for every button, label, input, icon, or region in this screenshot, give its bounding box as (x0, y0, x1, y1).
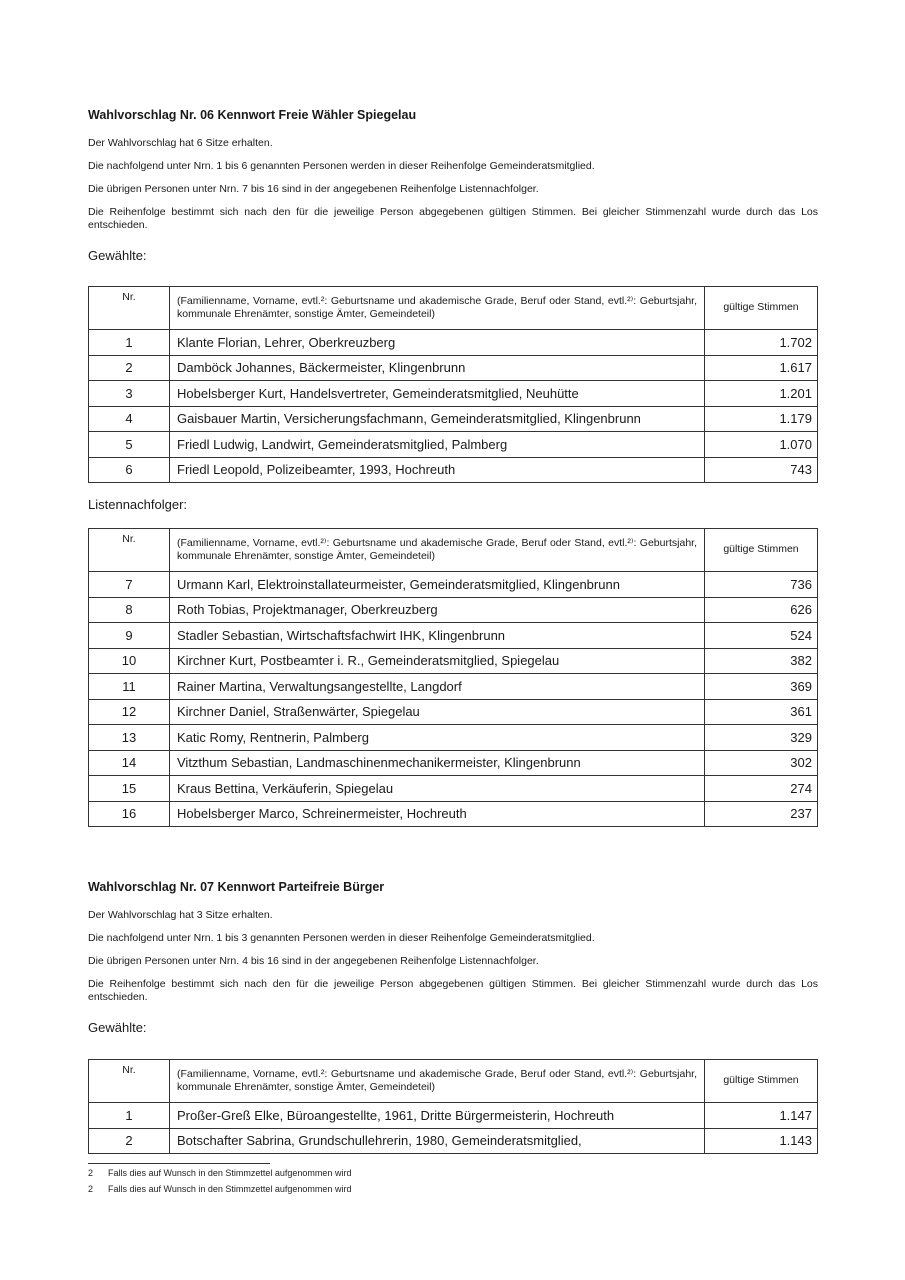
table-row (89, 381, 818, 407)
table-header (89, 1060, 818, 1103)
col-nr: Nr. (89, 529, 170, 572)
row-nr: 16 (89, 801, 170, 827)
row-nr: 9 (89, 623, 170, 649)
elected-table (88, 1059, 818, 1154)
table-row (89, 725, 818, 751)
row-stimmen: 524 (705, 623, 818, 649)
row-name: Roth Tobias, Projektmanager, Oberkreuzberg (170, 597, 705, 623)
elected-table (88, 286, 818, 483)
successor-range-text: Die übrigen Personen unter Nrn. 7 bis 16 sind in der angegebenen Reihenfolge Listennachfolger. (88, 183, 539, 195)
row-name: Kirchner Kurt, Postbeamter i. R., Gemeinderatsmitglied, Spiegelau (170, 648, 705, 674)
seats-text: Der Wahlvorschlag hat 3 Sitze erhalten. (88, 909, 273, 921)
row-nr: 12 (89, 699, 170, 725)
row-nr: 1 (89, 1103, 170, 1129)
row-nr: 8 (89, 597, 170, 623)
footnote (88, 1168, 351, 1178)
table-row (89, 801, 818, 827)
table-row (89, 572, 818, 598)
section-06-successor-table-wrap (88, 528, 818, 827)
row-name: Rainer Martina, Verwaltungsangestellte, Langdorf (170, 674, 705, 700)
table-header (89, 529, 818, 572)
gewaehlte-label: Gewählte: (88, 248, 147, 263)
row-nr: 15 (89, 776, 170, 802)
row-name: Friedl Leopold, Polizeibeamter, 1993, Hochreuth (170, 457, 705, 483)
table-row (89, 699, 818, 725)
row-nr: 7 (89, 572, 170, 598)
row-name: Friedl Ludwig, Landwirt, Gemeinderatsmitglied, Palmberg (170, 432, 705, 458)
row-nr: 5 (89, 432, 170, 458)
row-stimmen: 1.702 (705, 330, 818, 356)
col-description: (Familienname, Vorname, evtl.²⁾: Geburtsname und akademische Grade, Beruf oder Stand, evtl.²⁾: Geburtsjahr, kommunale Ehrenämter, sonstige Ämter, Gemeindeteil) (170, 529, 705, 572)
table-row (89, 623, 818, 649)
row-name: Gaisbauer Martin, Versicherungsfachmann, Gemeinderatsmitglied, Klingenbrunn (170, 406, 705, 432)
order-rule-text: Die Reihenfolge bestimmt sich nach den für die jeweilige Person abgegebenen gültigen Stimmen. Bei gleicher Stimmenzahl wurde durch das Los entschieden. (88, 978, 818, 1003)
section-title: Wahlvorschlag Nr. 06 Kennwort Freie Wähler Spiegelau (88, 108, 417, 122)
table-row (89, 457, 818, 483)
table-row (89, 674, 818, 700)
order-rule-text: Die Reihenfolge bestimmt sich nach den für die jeweilige Person abgegebenen gültigen Stimmen. Bei gleicher Stimmenzahl wurde durch das Los entschieden. (88, 206, 818, 231)
row-nr: 10 (89, 648, 170, 674)
row-nr: 14 (89, 750, 170, 776)
col-nr: Nr. (89, 1060, 170, 1103)
row-nr: 13 (89, 725, 170, 751)
row-stimmen: 1.143 (705, 1128, 818, 1154)
row-stimmen: 329 (705, 725, 818, 751)
col-description: (Familienname, Vorname, evtl.²: Geburtsname und akademische Grade, Beruf oder Stand, evtl.²⁾: Geburtsjahr, kommunale Ehrenämter, sonstige Ämter, Gemeindeteil) (170, 287, 705, 330)
table-row (89, 1128, 818, 1154)
col-description: (Familienname, Vorname, evtl.²: Geburtsname und akademische Grade, Beruf oder Stand, evtl.²⁾: Geburtsjahr, kommunale Ehrenämter, sonstige Ämter, Gemeindeteil) (170, 1060, 705, 1103)
row-name: Damböck Johannes, Bäckermeister, Klingenbrunn (170, 355, 705, 381)
row-nr: 3 (89, 381, 170, 407)
table-row (89, 432, 818, 458)
row-stimmen: 302 (705, 750, 818, 776)
nachfolger-label-wrap (88, 497, 818, 512)
row-name: Klante Florian, Lehrer, Oberkreuzberg (170, 330, 705, 356)
row-name: Katic Romy, Rentnerin, Palmberg (170, 725, 705, 751)
row-stimmen: 626 (705, 597, 818, 623)
row-stimmen: 1.201 (705, 381, 818, 407)
row-stimmen: 1.070 (705, 432, 818, 458)
row-nr: 1 (89, 330, 170, 356)
row-name: Hobelsberger Kurt, Handelsvertreter, Gemeinderatsmitglied, Neuhütte (170, 381, 705, 407)
row-stimmen: 382 (705, 648, 818, 674)
successor-table (88, 528, 818, 827)
section-title: Wahlvorschlag Nr. 07 Kennwort Parteifreie Bürger (88, 880, 385, 894)
row-stimmen: 743 (705, 457, 818, 483)
col-nr: Nr. (89, 287, 170, 330)
table-row (89, 597, 818, 623)
row-name: Botschafter Sabrina, Grundschullehrerin, 1980, Gemeinderatsmitglied, (170, 1128, 705, 1154)
row-name: Kirchner Daniel, Straßenwärter, Spiegelau (170, 699, 705, 725)
row-name: Kraus Bettina, Verkäuferin, Spiegelau (170, 776, 705, 802)
table-row (89, 330, 818, 356)
section-07-intro (88, 880, 818, 1035)
table-row (89, 355, 818, 381)
table-row (89, 776, 818, 802)
successor-range-text: Die übrigen Personen unter Nrn. 4 bis 16 sind in der angegebenen Reihenfolge Listennachfolger. (88, 955, 539, 967)
row-nr: 2 (89, 355, 170, 381)
footnote (88, 1184, 351, 1194)
gewaehlte-label: Gewählte: (88, 1020, 147, 1035)
seats-text: Der Wahlvorschlag hat 6 Sitze erhalten. (88, 137, 273, 149)
elected-range-text: Die nachfolgend unter Nrn. 1 bis 3 genannten Personen werden in dieser Reihenfolge Gemeinderatsmitglied. (88, 932, 595, 944)
row-nr: 6 (89, 457, 170, 483)
row-nr: 2 (89, 1128, 170, 1154)
elected-range-text: Die nachfolgend unter Nrn. 1 bis 6 genannten Personen werden in dieser Reihenfolge Gemeinderatsmitglied. (88, 160, 595, 172)
footnote-text: Falls dies auf Wunsch in den Stimmzettel aufgenommen wird (108, 1184, 352, 1194)
row-nr: 4 (89, 406, 170, 432)
row-stimmen: 237 (705, 801, 818, 827)
row-stimmen: 1.617 (705, 355, 818, 381)
table-header (89, 287, 818, 330)
row-stimmen: 736 (705, 572, 818, 598)
row-name: Stadler Sebastian, Wirtschaftsfachwirt IHK, Klingenbrunn (170, 623, 705, 649)
row-stimmen: 361 (705, 699, 818, 725)
nachfolger-label: Listennachfolger: (88, 497, 188, 512)
row-name: Urmann Karl, Elektroinstallateurmeister, Gemeinderatsmitglied, Klingenbrunn (170, 572, 705, 598)
row-stimmen: 1.147 (705, 1103, 818, 1129)
col-stimmen: gültige Stimmen (705, 1060, 818, 1103)
table-row (89, 750, 818, 776)
section-07-elected-table-wrap (88, 1059, 818, 1154)
footnote-number: 2 (88, 1168, 94, 1178)
row-nr: 11 (89, 674, 170, 700)
footnote-separator (88, 1163, 270, 1164)
table-row (89, 1103, 818, 1129)
section-06-intro (88, 108, 818, 263)
table-row (89, 406, 818, 432)
section-06-elected-table-wrap (88, 286, 818, 483)
footnote-text: Falls dies auf Wunsch in den Stimmzettel aufgenommen wird (108, 1168, 352, 1178)
row-name: Proßer-Greß Elke, Büroangestellte, 1961, Dritte Bürgermeisterin, Hochreuth (170, 1103, 705, 1129)
footnote-number: 2 (88, 1184, 94, 1194)
row-name: Vitzthum Sebastian, Landmaschinenmechanikermeister, Klingenbrunn (170, 750, 705, 776)
col-stimmen: gültige Stimmen (705, 287, 818, 330)
row-stimmen: 274 (705, 776, 818, 802)
row-name: Hobelsberger Marco, Schreinermeister, Hochreuth (170, 801, 705, 827)
row-stimmen: 1.179 (705, 406, 818, 432)
row-stimmen: 369 (705, 674, 818, 700)
col-stimmen: gültige Stimmen (705, 529, 818, 572)
table-row (89, 648, 818, 674)
